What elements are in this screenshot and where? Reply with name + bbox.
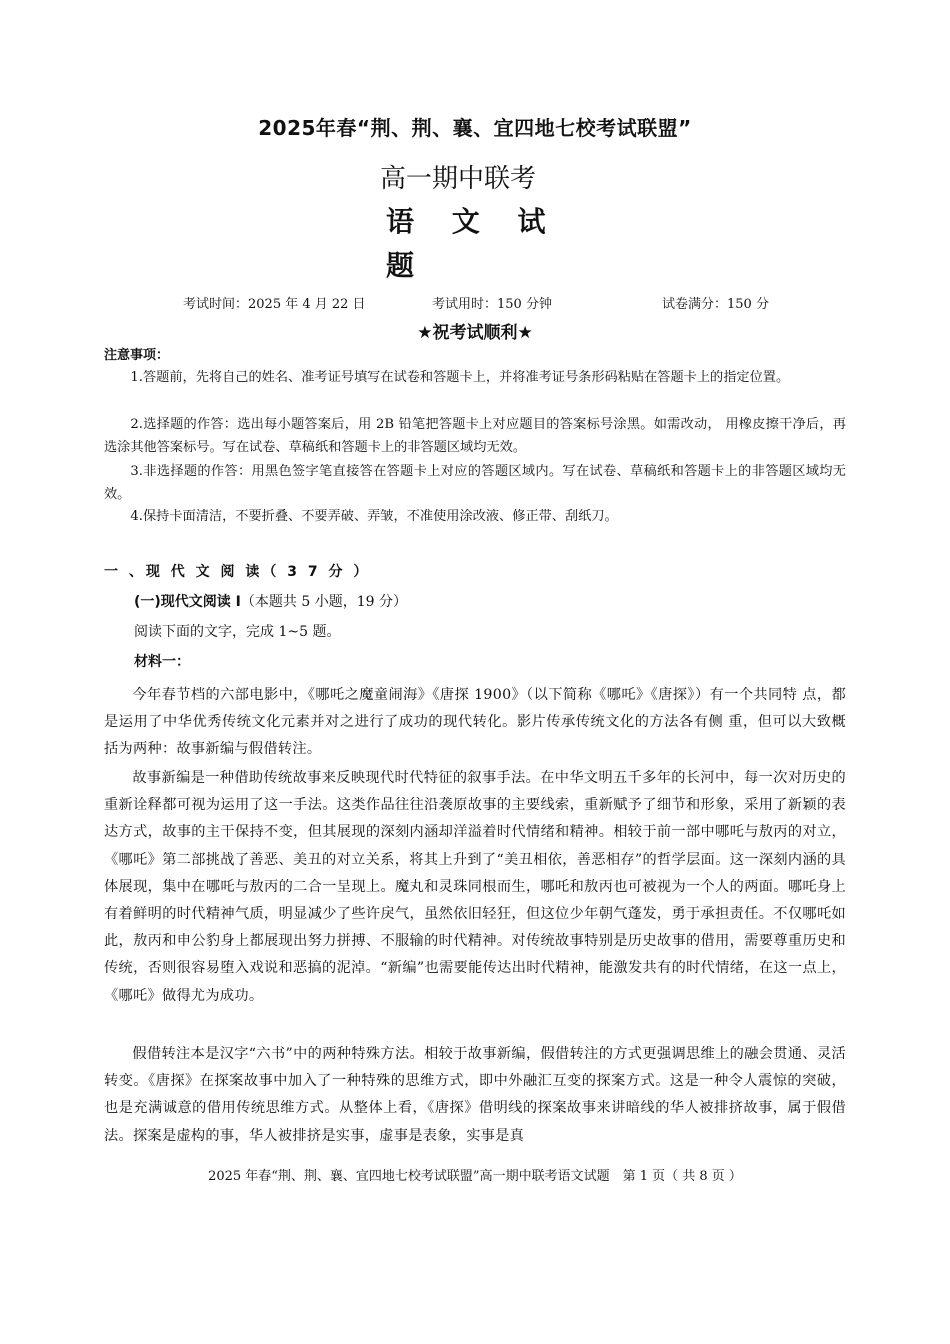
exam-duration: 考试用时：150 分钟 <box>432 297 552 312</box>
subsection-title-bold: (一)现代文阅读 I <box>134 594 241 610</box>
notice-title: 注意事项： <box>104 348 170 363</box>
notice-item: 1.答题前，先将自己的姓名、准考证号填写在试卷和答题卡上，并将准考证号条形码粘贴在答题卡上的指定位置。 <box>130 370 790 385</box>
reading-instruction: 阅读下面的文字，完成 1~5 题。 <box>134 624 341 640</box>
good-luck-banner: ★祝考试顺利★ <box>417 323 533 343</box>
subject-title-line2: 题 <box>386 249 415 282</box>
page-footer: 2025 年春“荆、荆、襄、宜四地七校考试联盟”高一期中联考语文试题 第 1 页（ 共 8 页 ） <box>208 1169 742 1184</box>
subsection-title-rest: （本题共 5 小题，19 分） <box>240 594 407 610</box>
section-title: 一 、现 代 文 阅 读（ 3 7 分 ） <box>104 564 371 580</box>
material-paragraph: 假借转注本是汉字“六书”中的两种特殊方法。相较于故事新编，假借转注的方式更强调思维上的融会贯通、灵活转变。《唐探》在探案故事中加入了一种特殊的思维方式，即中外融汇互变的探案方式。这是一种令人震惊的突破，也是充满诚意的借用传统思维方式。从整体上看，《唐探》借明线的探案故事来讲暗线的华人被排挤故事，属于假借法。探案是虚构的事，华人被排挤是实事，虚事是表象，实事是真 <box>104 1046 846 1144</box>
exam-subtitle: 高一期中联考 <box>380 164 537 194</box>
notice-item: 4.保持卡面清洁，不要折叠、不要弄破、弄皱，不准使用涂改液、修正带、刮纸刀。 <box>130 509 618 524</box>
exam-date: 考试时间：2025 年 4 月 22 日 <box>183 297 366 312</box>
material-paragraph: 今年春节档的六部电影中，《哪吒之魔童闹海》《唐探 1900》（以下简称《哪吒》《唐探》）有一个共同特 点，都是运用了中华优秀传统文化元素并对之进行了成功的现代转化。影片传承传统文化的方法各有侧 重，但可以大致概括为两种：故事新编与假借转注。 <box>104 687 846 758</box>
notice-item: 2.选择题的作答：选出每小题答案后，用 2B 铅笔把答题卡上对应题目的答案标号涂黑。如需改动， 用橡皮擦干净后，再选涂其他答案标号。写在试卷、草稿纸和答题卡上的非答题区域均无效。 <box>104 417 846 455</box>
material-paragraph: 故事新编是一种借助传统故事来反映现代时代特征的叙事手法。在中华文明五千多年的长河中，每一次对历史的重新诠释都可视为运用了这一手法。这类作品往往沿袭原故事的主要线索，重新赋予了细节和形象，采用了新颖的表达方式，故事的主干保持不变，但其展现的深刻内涵却洋溢着时代情绪和精神。相较于前一部中哪吒与敖丙的对立，《哪吒》第二部挑战了善恶、美丑的对立关系，将其上升到了“美丑相依，善恶相存”的哲学层面。这一深刻内涵的具体展现，集中在哪吒与敖丙的二合一呈现上。魔丸和灵珠同根而生，哪吒和敖丙也可被视为一个人的两面。哪吒身上有着鲜明的时代精神气质，明显减少了些许戾气，虽然依旧轻狂，但这位少年朝气蓬发，勇于承担责任。不仅哪吒如此，敖丙和申公豹身上都展现出努力拼搏、不服输的时代精神。对传统故事特别是历史故事的借用，需要尊重历史和传统，否则很容易堕入戏说和恶搞的泥淖。“新编”也需要能传达出时代精神，能激发共有的时代情绪，在这一点上，《哪吒》做得尤为成功。 <box>104 770 846 1004</box>
material-label: 材料一： <box>134 654 190 670</box>
exam-full-score: 试卷满分：150 分 <box>662 297 769 312</box>
subject-title-line1: 语 文 试 <box>386 205 560 238</box>
notice-item: 3.非选择题的作答：用黑色签字笔直接答在答题卡上对应的答题区域内。写在试卷、草稿纸和答题卡上的非答题区域均无效。 <box>104 464 846 502</box>
exam-header-title: 2025年春“荆、荆、襄、宜四地七校考试联盟” <box>258 116 692 140</box>
subsection-title <box>134 591 407 611</box>
